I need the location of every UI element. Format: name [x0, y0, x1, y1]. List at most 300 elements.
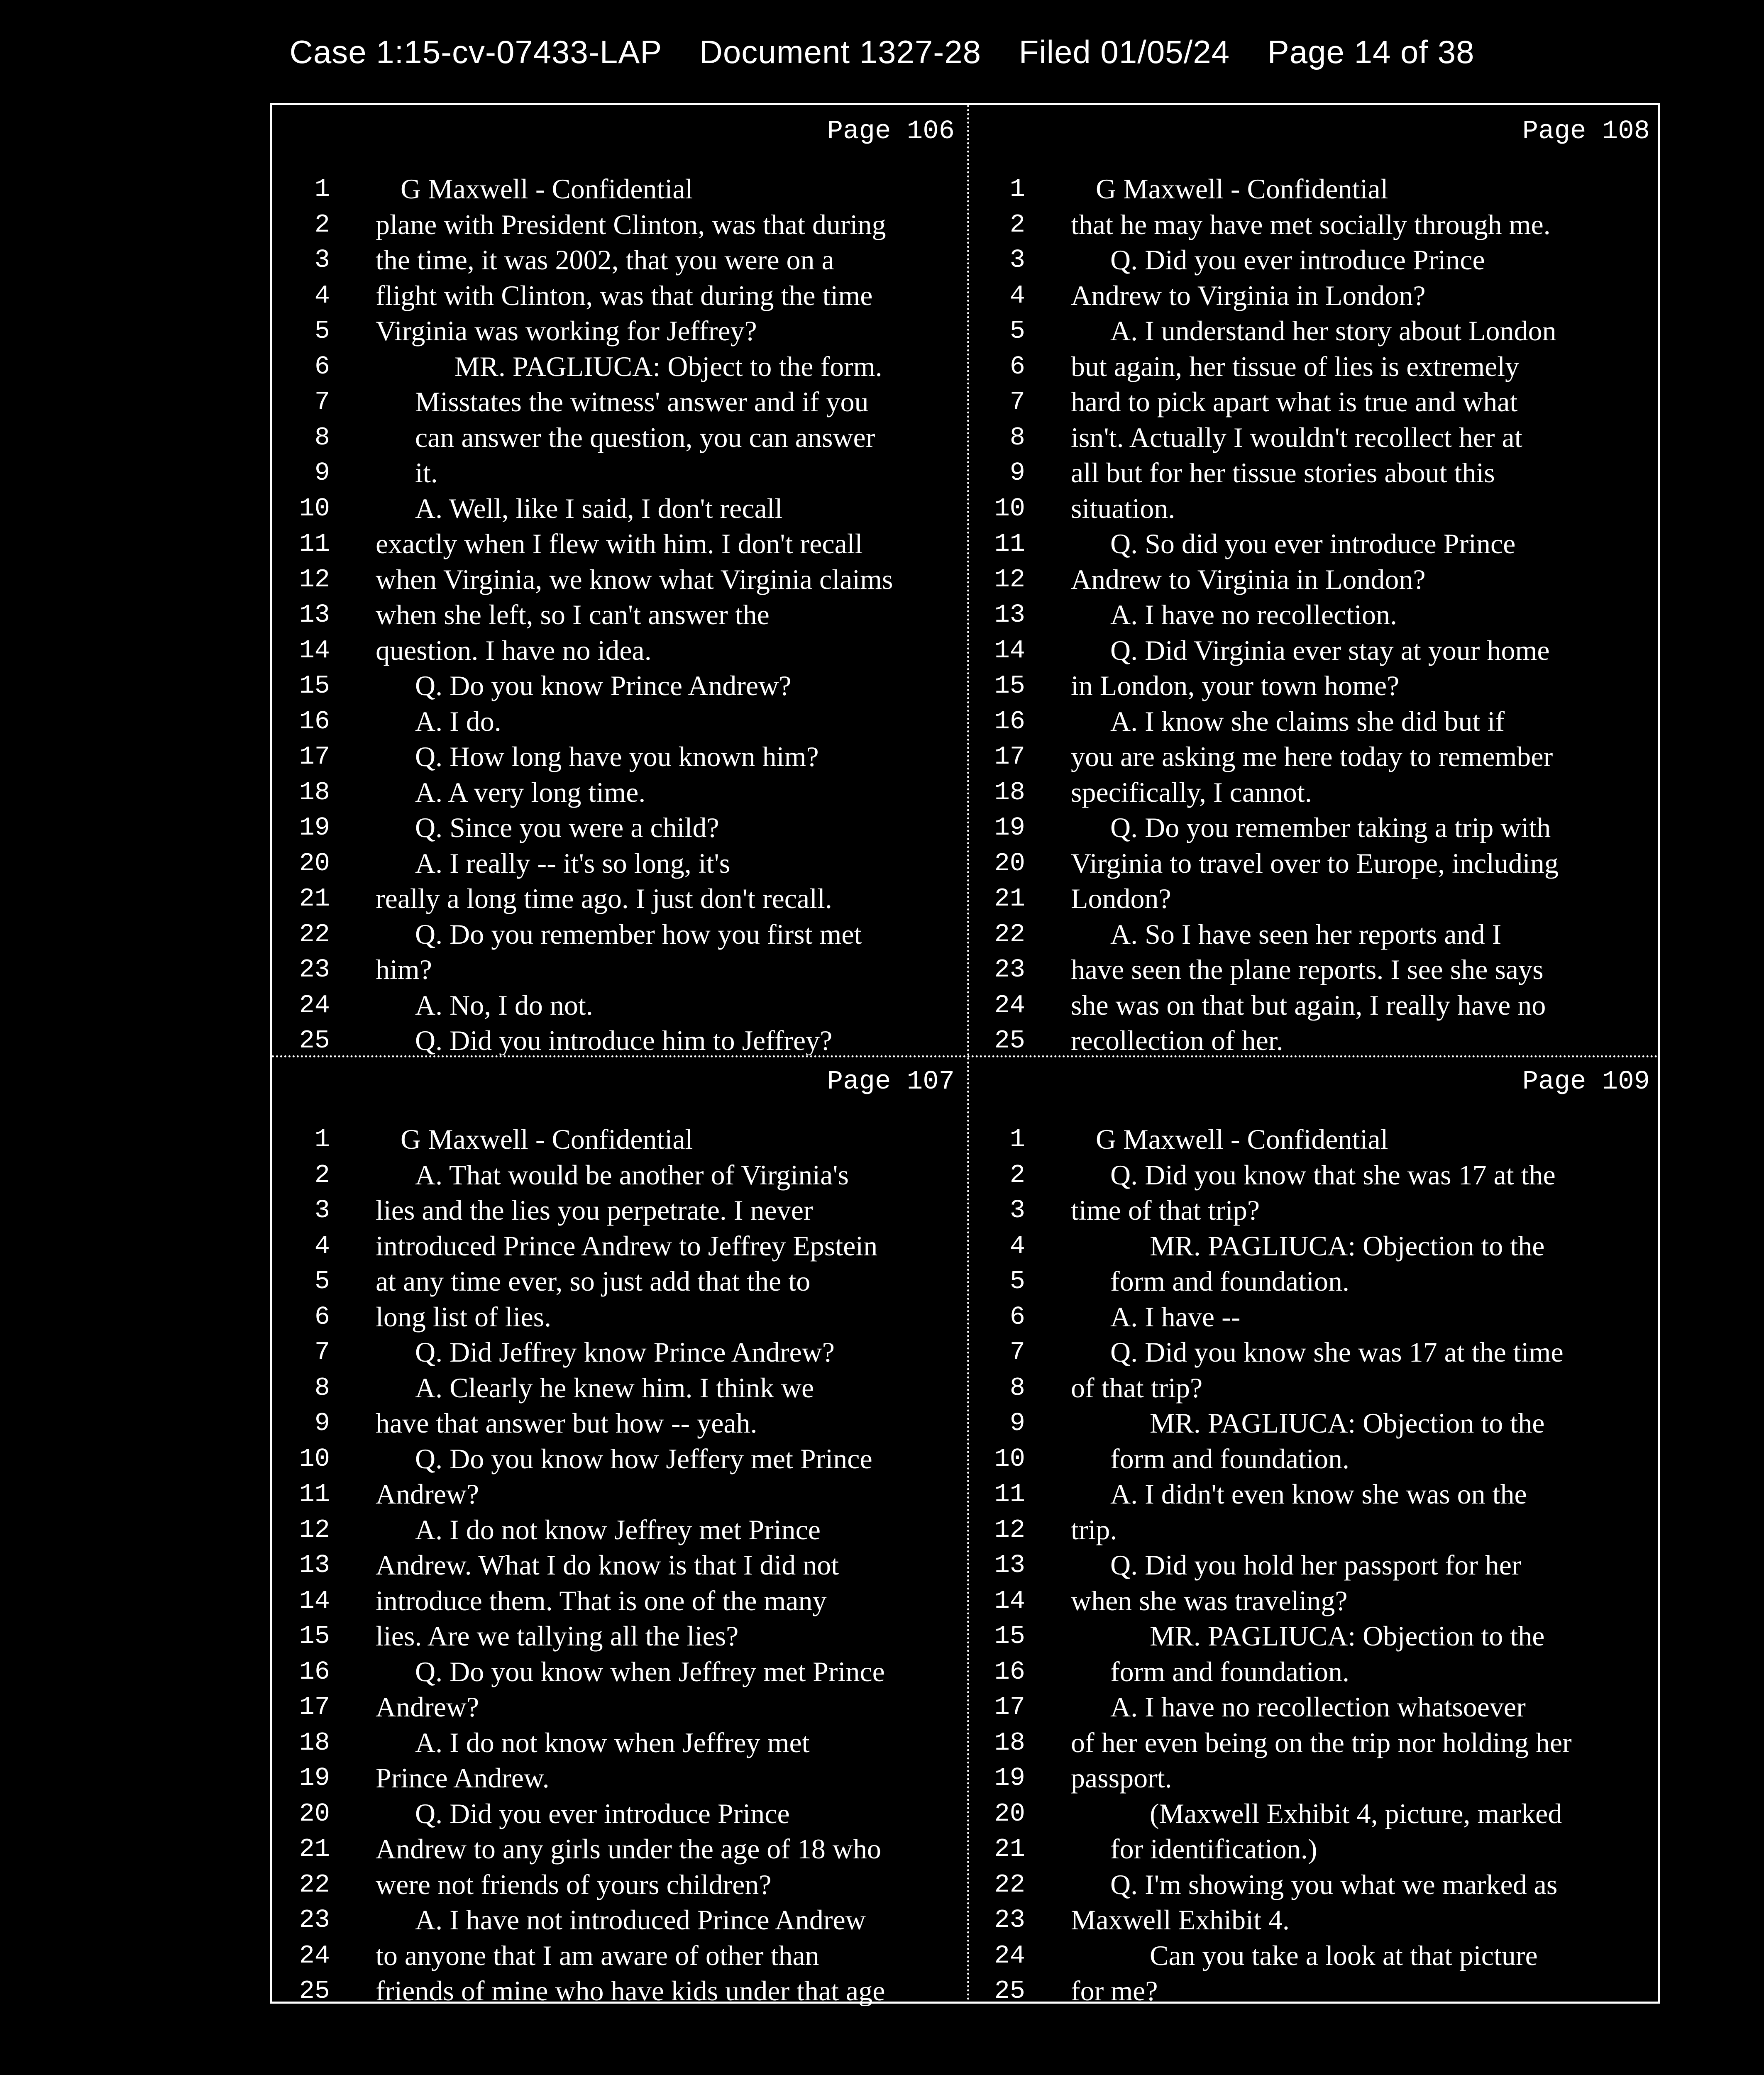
line-number: 22 [994, 1870, 1025, 1899]
transcript-line [967, 562, 1662, 598]
transcript-line [272, 1583, 967, 1619]
line-number: 2 [314, 1160, 330, 1190]
line-text: introduce them. That is one of the many [376, 1584, 827, 1616]
line-number: 15 [994, 671, 1025, 701]
transcript-line [967, 1902, 1662, 1938]
line-text: him? [376, 954, 432, 985]
transcript-line [272, 1548, 967, 1583]
line-text: A. Clearly he knew him. I think we [415, 1372, 814, 1404]
line-text: Misstates the witness' answer and if you [415, 386, 869, 417]
page-label: Page 106 [827, 117, 955, 146]
transcript-line [967, 775, 1662, 810]
line-number: 1 [314, 1125, 330, 1154]
line-text: Q. Since you were a child? [415, 812, 719, 843]
transcript-line [272, 1654, 967, 1690]
line-text: Q. I'm showing you what we marked as [1110, 1868, 1558, 1900]
transcript-line [272, 1023, 967, 1055]
transcript-line [272, 1512, 967, 1548]
line-text: when she was traveling? [1071, 1584, 1348, 1616]
transcript-line [272, 242, 967, 278]
line-number: 11 [299, 1479, 330, 1509]
transcript-line [967, 526, 1662, 562]
line-number: 11 [994, 529, 1025, 559]
line-number: 7 [1009, 1338, 1025, 1367]
transcript-line [967, 1264, 1662, 1299]
line-text: Q. Did you introduce him to Jeffrey? [415, 1025, 833, 1055]
line-text: London? [1071, 883, 1171, 914]
line-number: 16 [299, 1657, 330, 1687]
line-number: 20 [994, 1799, 1025, 1828]
line-number: 2 [1009, 1160, 1025, 1190]
transcript-line [967, 1796, 1662, 1832]
transcript-line [967, 207, 1662, 243]
transcript-page-106 [272, 105, 967, 1055]
transcript-line [272, 526, 967, 562]
transcript-line [967, 704, 1662, 740]
line-text: Q. Did you ever introduce Prince [1110, 244, 1485, 276]
line-text: MR. PAGLIUCA: Objection to the [1150, 1407, 1545, 1439]
line-number: 24 [299, 990, 330, 1020]
line-text: A. I have -- [1110, 1301, 1241, 1333]
line-text: situation. [1071, 492, 1175, 524]
transcript-line [967, 917, 1662, 952]
line-text: form and foundation. [1110, 1443, 1349, 1474]
line-number: 19 [994, 1763, 1025, 1793]
line-text: Prince Andrew. [376, 1762, 550, 1794]
transcript-line [272, 1760, 967, 1796]
line-text: A. So I have seen her reports and I [1110, 918, 1502, 950]
transcript-line [272, 1725, 967, 1761]
line-number: 21 [299, 1834, 330, 1864]
line-number: 5 [1009, 316, 1025, 346]
transcript-line [967, 384, 1662, 420]
line-text: question. I have no idea. [376, 634, 652, 666]
line-text: MR. PAGLIUCA: Objection to the [1150, 1620, 1545, 1652]
transcript-line [967, 1023, 1662, 1055]
line-number: 12 [994, 1515, 1025, 1545]
line-text: Q. Do you know how Jeffery met Prince [415, 1443, 872, 1474]
line-text: Q. Did you ever introduce Prince [415, 1797, 790, 1829]
transcript-line [272, 313, 967, 349]
line-number: 1 [1009, 174, 1025, 204]
line-text: (Maxwell Exhibit 4, picture, marked [1150, 1797, 1562, 1829]
transcript-line [272, 171, 967, 207]
line-text: of that trip? [1071, 1372, 1203, 1404]
transcript-line [967, 171, 1662, 207]
transcript-line [967, 420, 1662, 456]
transcript-line [272, 1902, 967, 1938]
line-text: A. I have no recollection whatsoever [1110, 1691, 1526, 1723]
line-number: 8 [314, 422, 330, 452]
line-number: 17 [994, 742, 1025, 771]
line-text: A. I didn't even know she was on the [1110, 1478, 1527, 1510]
line-number: 19 [994, 813, 1025, 842]
transcript-line [272, 491, 967, 527]
line-number: 15 [299, 1621, 330, 1651]
transcript-line [272, 1938, 967, 1974]
transcript-line [272, 881, 967, 917]
line-text: have that answer but how -- yeah. [376, 1407, 757, 1439]
line-number: 13 [994, 600, 1025, 630]
transcript-lines [272, 1122, 967, 2006]
line-text: it. [415, 457, 438, 488]
transcript-line [272, 349, 967, 385]
line-text: Q. Did Virginia ever stay at your home [1110, 634, 1550, 666]
transcript-line [967, 1760, 1662, 1796]
line-text: friends of mine who have kids under that age [376, 1975, 885, 2006]
line-number: 24 [994, 990, 1025, 1020]
line-text: A. I understand her story about London [1110, 315, 1556, 347]
line-text: lies and the lies you perpetrate. I never [376, 1194, 813, 1226]
transcript-line [967, 1654, 1662, 1690]
line-number: 2 [1009, 210, 1025, 239]
transcript-line [967, 1831, 1662, 1867]
line-text: recollection of her. [1071, 1025, 1283, 1055]
line-number: 6 [314, 352, 330, 381]
line-number: 14 [994, 1586, 1025, 1616]
line-text: A. Well, like I said, I don't recall [415, 492, 783, 524]
transcript-line [967, 1335, 1662, 1370]
line-text: G Maxwell - Confidential [1096, 1123, 1388, 1155]
line-text: Q. Do you remember taking a trip with [1110, 812, 1551, 843]
line-number: 17 [299, 1692, 330, 1722]
line-text: MR. PAGLIUCA: Objection to the [1150, 1230, 1545, 1262]
line-number: 9 [314, 458, 330, 488]
line-text: flight with Clinton, was that during the time [376, 279, 873, 311]
line-text: you are asking me here today to remember [1071, 741, 1553, 772]
line-text: exactly when I flew with him. I don't recall [376, 528, 863, 559]
line-number: 10 [299, 1444, 330, 1474]
line-text: long list of lies. [376, 1301, 552, 1333]
line-number: 3 [314, 1196, 330, 1225]
line-text: Q. Did you know that she was 17 at the [1110, 1159, 1556, 1191]
line-text: specifically, I cannot. [1071, 776, 1312, 808]
line-number: 25 [299, 1976, 330, 2006]
transcript-line [272, 810, 967, 846]
line-number: 4 [1009, 1231, 1025, 1261]
transcript-line [272, 1618, 967, 1654]
line-number: 22 [299, 919, 330, 949]
line-text: trip. [1071, 1514, 1117, 1545]
line-text: for me? [1071, 1975, 1158, 2006]
line-text: of her even being on the trip nor holding her [1071, 1726, 1572, 1758]
line-text: all but for her tissue stories about this [1071, 457, 1495, 488]
line-number: 7 [314, 387, 330, 417]
line-number: 14 [299, 635, 330, 665]
transcript-line [272, 739, 967, 775]
transcript-line [272, 207, 967, 243]
line-text: Virginia to travel over to Europe, including [1071, 847, 1559, 879]
line-number: 23 [994, 955, 1025, 984]
transcript-line [967, 1938, 1662, 1974]
line-text: Q. Do you know when Jeffrey met Prince [415, 1655, 885, 1687]
transcript-line [967, 1689, 1662, 1725]
transcript-grid [270, 103, 1660, 2004]
transcript-line [967, 1867, 1662, 1903]
line-number: 18 [299, 777, 330, 807]
line-text: Can you take a look at that picture [1150, 1939, 1538, 1971]
transcript-line [272, 633, 967, 669]
transcript-line [272, 1689, 967, 1725]
transcript-line [967, 349, 1662, 385]
line-text: Q. Do you know Prince Andrew? [415, 670, 792, 701]
line-number: 16 [994, 1657, 1025, 1687]
transcript-line [967, 1548, 1662, 1583]
transcript-line [967, 491, 1662, 527]
transcript-line [272, 1193, 967, 1228]
line-number: 11 [994, 1479, 1025, 1509]
line-number: 18 [994, 777, 1025, 807]
transcript-line [272, 1122, 967, 1157]
line-number: 1 [314, 174, 330, 204]
transcript-line [272, 1264, 967, 1299]
line-number: 25 [299, 1026, 330, 1055]
line-text: Q. Do you remember how you first met [415, 918, 862, 950]
line-number: 11 [299, 529, 330, 559]
line-text: A. I really -- it's so long, it's [415, 847, 731, 879]
page-label: Page 109 [1522, 1067, 1650, 1097]
line-number: 24 [299, 1941, 330, 1970]
transcript-line [272, 597, 967, 633]
line-number: 24 [994, 1941, 1025, 1970]
line-number: 25 [994, 1976, 1025, 2006]
line-number: 12 [299, 564, 330, 594]
line-number: 9 [1009, 1409, 1025, 1438]
line-number: 18 [994, 1728, 1025, 1758]
transcript-line [967, 1370, 1662, 1406]
line-number: 13 [299, 1550, 330, 1580]
transcript-line [272, 1973, 967, 2006]
transcript-line [272, 846, 967, 881]
transcript-line [272, 988, 967, 1023]
transcript-line [967, 668, 1662, 704]
transcript-line [967, 1477, 1662, 1512]
transcript-line [967, 1583, 1662, 1619]
line-text: Q. So did you ever introduce Prince [1110, 528, 1516, 559]
line-number: 14 [994, 635, 1025, 665]
line-text: Andrew to Virginia in London? [1071, 279, 1426, 311]
line-number: 15 [299, 671, 330, 701]
line-text: for identification.) [1110, 1833, 1317, 1865]
line-number: 7 [314, 1338, 330, 1367]
transcript-lines [967, 171, 1662, 1055]
transcript-line [272, 1299, 967, 1335]
line-text: A. That would be another of Virginia's [415, 1159, 849, 1191]
transcript-line [272, 1867, 967, 1903]
line-number: 5 [314, 316, 330, 346]
line-text: really a long time ago. I just don't recall. [376, 883, 832, 914]
line-number: 20 [299, 848, 330, 878]
line-number: 3 [1009, 245, 1025, 275]
transcript-line [272, 1370, 967, 1406]
line-text: G Maxwell - Confidential [401, 173, 693, 205]
line-text: she was on that but again, I really have no [1071, 989, 1546, 1021]
transcript-line [967, 1193, 1662, 1228]
line-number: 23 [299, 1905, 330, 1935]
line-number: 21 [299, 884, 330, 913]
line-number: 7 [1009, 387, 1025, 417]
transcript-line [967, 810, 1662, 846]
line-text: A. I have no recollection. [1110, 599, 1398, 630]
transcript-lines [967, 1122, 1662, 2006]
transcript-line [967, 1406, 1662, 1441]
line-text: A. I know she claims she did but if [1110, 705, 1505, 737]
transcript-line [272, 278, 967, 314]
transcript-line [967, 988, 1662, 1023]
line-number: 10 [299, 493, 330, 523]
transcript-page-107 [272, 1055, 967, 2006]
line-text: the time, it was 2002, that you were on a [376, 244, 834, 276]
document-header: Case 1:15-cv-07433-LAP Document 1327-28 Filed 01/05/24 Page 14 of 38 [289, 34, 1475, 70]
line-number: 8 [314, 1373, 330, 1403]
line-number: 4 [1009, 281, 1025, 310]
line-text: Maxwell Exhibit 4. [1071, 1904, 1290, 1936]
line-number: 16 [994, 706, 1025, 736]
transcript-line [967, 881, 1662, 917]
line-number: 12 [299, 1515, 330, 1545]
line-text: A. I do not know Jeffrey met Prince [415, 1514, 821, 1545]
line-number: 3 [314, 245, 330, 275]
page-label: Page 107 [827, 1067, 955, 1097]
line-number: 4 [314, 1231, 330, 1261]
line-text: passport. [1071, 1762, 1172, 1794]
line-text: isn't. Actually I wouldn't recollect her at [1071, 421, 1522, 453]
transcript-line [272, 917, 967, 952]
line-number: 5 [314, 1267, 330, 1296]
line-number: 23 [299, 955, 330, 984]
line-text: Q. Did Jeffrey know Prince Andrew? [415, 1336, 835, 1368]
transcript-line [272, 952, 967, 988]
line-text: Andrew. What I do know is that I did not [376, 1549, 839, 1581]
line-text: time of that trip? [1071, 1194, 1260, 1226]
transcript-line [272, 562, 967, 598]
line-number: 6 [314, 1302, 330, 1332]
line-number: 1 [1009, 1125, 1025, 1154]
transcript-line [967, 278, 1662, 314]
transcript-line [967, 313, 1662, 349]
transcript-line [967, 1618, 1662, 1654]
transcript-line [967, 1441, 1662, 1477]
transcript-line [967, 1299, 1662, 1335]
transcript-line [272, 1477, 967, 1512]
line-number: 23 [994, 1905, 1025, 1935]
line-text: A. I do not know when Jeffrey met [415, 1726, 810, 1758]
line-text: Q. Did you know she was 17 at the time [1110, 1336, 1564, 1368]
line-text: A. A very long time. [415, 776, 646, 808]
line-number: 14 [299, 1586, 330, 1616]
transcript-line [272, 1157, 967, 1193]
line-text: G Maxwell - Confidential [401, 1123, 693, 1155]
line-number: 15 [994, 1621, 1025, 1651]
line-number: 10 [994, 493, 1025, 523]
line-number: 6 [1009, 1302, 1025, 1332]
transcript-line [967, 633, 1662, 669]
transcript-line [272, 775, 967, 810]
line-number: 21 [994, 884, 1025, 913]
transcript-line [272, 455, 967, 491]
transcript-line [272, 1441, 967, 1477]
line-text: in London, your town home? [1071, 670, 1400, 701]
line-number: 21 [994, 1834, 1025, 1864]
line-text: Virginia was working for Jeffrey? [376, 315, 757, 347]
line-number: 16 [299, 706, 330, 736]
line-number: 5 [1009, 1267, 1025, 1296]
transcript-line [967, 1228, 1662, 1264]
line-number: 22 [994, 919, 1025, 949]
line-number: 8 [1009, 422, 1025, 452]
line-number: 20 [994, 848, 1025, 878]
line-text: plane with President Clinton, was that during [376, 208, 886, 240]
transcript-line [967, 1512, 1662, 1548]
line-number: 9 [314, 1409, 330, 1438]
page-label: Page 108 [1522, 117, 1650, 146]
line-text: MR. PAGLIUCA: Object to the form. [454, 350, 882, 382]
line-text: A. I have not introduced Prince Andrew [415, 1904, 866, 1936]
line-text: lies. Are we tallying all the lies? [376, 1620, 739, 1652]
transcript-line [272, 1831, 967, 1867]
transcript-line [967, 1122, 1662, 1157]
line-text: can answer the question, you can answer [415, 421, 875, 453]
line-number: 6 [1009, 352, 1025, 381]
line-number: 13 [299, 600, 330, 630]
line-number: 19 [299, 1763, 330, 1793]
line-text: form and foundation. [1110, 1655, 1349, 1687]
transcript-lines [272, 171, 967, 1055]
line-text: Andrew to Virginia in London? [1071, 563, 1426, 595]
line-text: G Maxwell - Confidential [1096, 173, 1388, 205]
transcript-line [272, 1406, 967, 1441]
line-text: were not friends of yours children? [376, 1868, 772, 1900]
line-text: introduced Prince Andrew to Jeffrey Epstein [376, 1230, 878, 1262]
transcript-line [967, 952, 1662, 988]
line-number: 18 [299, 1728, 330, 1758]
line-text: form and foundation. [1110, 1265, 1349, 1297]
transcript-page-108 [967, 105, 1662, 1055]
line-text: have seen the plane reports. I see she says [1071, 954, 1544, 985]
line-text: that he may have met socially through me. [1071, 208, 1551, 240]
line-number: 3 [1009, 1196, 1025, 1225]
line-text: Q. Did you hold her passport for her [1110, 1549, 1521, 1581]
transcript-line [272, 1335, 967, 1370]
transcript-line [967, 1157, 1662, 1193]
transcript-line [967, 1973, 1662, 2006]
line-number: 22 [299, 1870, 330, 1899]
line-number: 12 [994, 564, 1025, 594]
transcript-page-109 [967, 1055, 1662, 2006]
transcript-line [272, 704, 967, 740]
line-number: 9 [1009, 458, 1025, 488]
line-number: 2 [314, 210, 330, 239]
line-text: Andrew to any girls under the age of 18 who [376, 1833, 882, 1865]
line-text: at any time ever, so just add that the to [376, 1265, 811, 1297]
line-number: 19 [299, 813, 330, 842]
line-text: A. No, I do not. [415, 989, 593, 1021]
line-text: when she left, so I can't answer the [376, 599, 770, 630]
line-text: but again, her tissue of lies is extremely [1071, 350, 1520, 382]
line-number: 25 [994, 1026, 1025, 1055]
line-text: to anyone that I am aware of other than [376, 1939, 819, 1971]
line-number: 20 [299, 1799, 330, 1828]
transcript-line [967, 739, 1662, 775]
transcript-line [967, 597, 1662, 633]
transcript-line [272, 420, 967, 456]
transcript-line [272, 384, 967, 420]
line-text: Andrew? [376, 1478, 479, 1510]
transcript-line [967, 455, 1662, 491]
transcript-line [272, 1228, 967, 1264]
transcript-line [967, 242, 1662, 278]
line-number: 13 [994, 1550, 1025, 1580]
